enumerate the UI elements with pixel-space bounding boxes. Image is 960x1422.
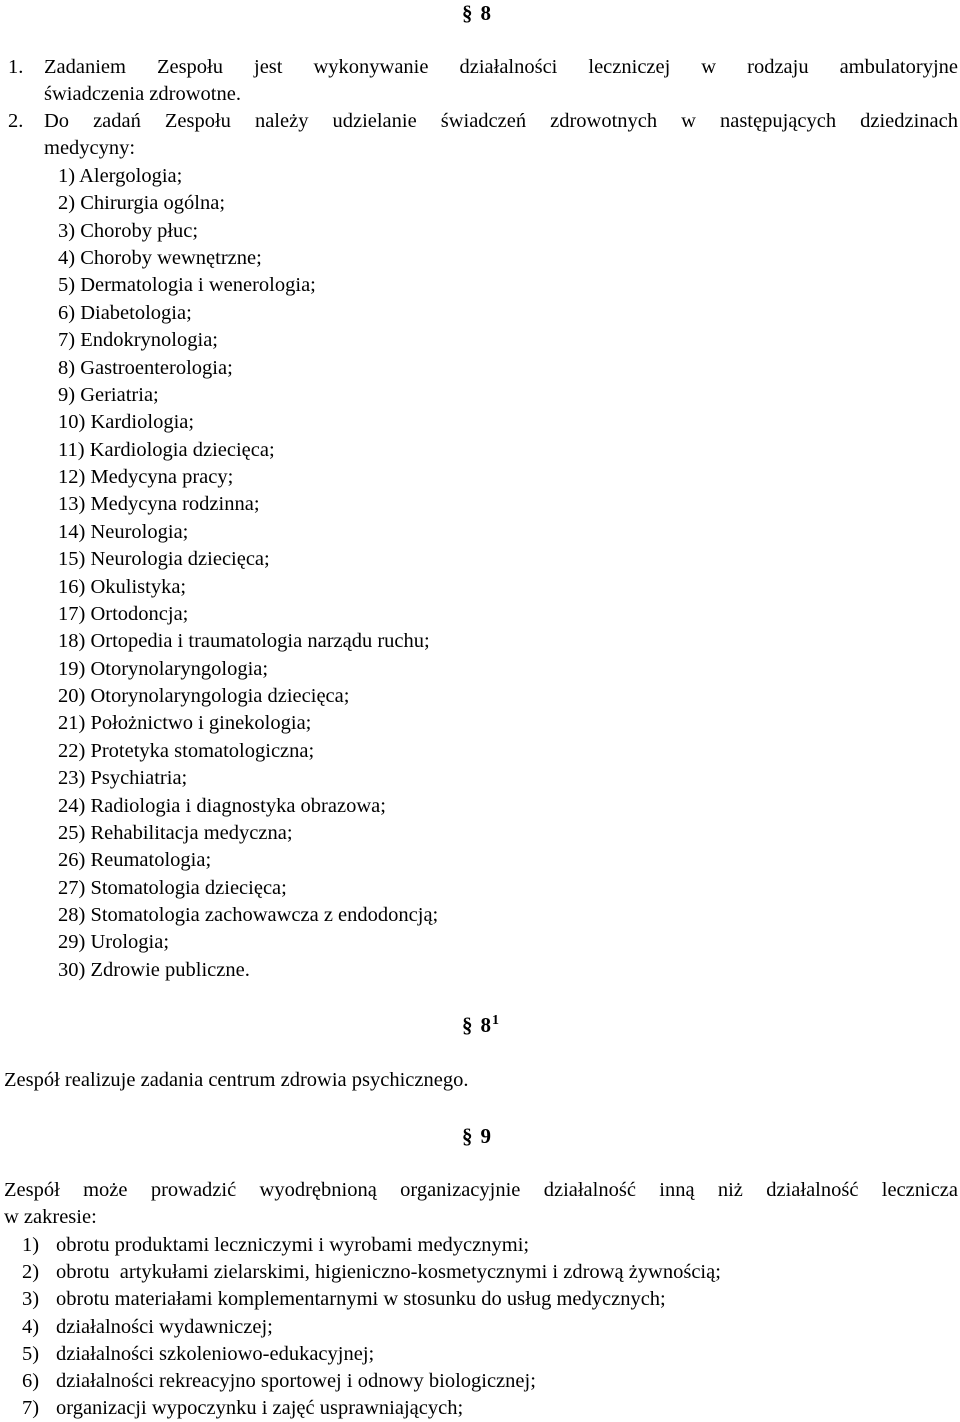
list-item-number: 7)	[22, 1397, 40, 1419]
list-item: 28) Stomatologia zachowawcza z endodoncją;	[58, 904, 439, 926]
list-item-text: działalności wydawniczej;	[56, 1316, 273, 1338]
list-item-number: 6)	[22, 1370, 40, 1392]
list-item-text: obrotu artykułami zielarskimi, higieniczno-kosmetycznymi i zdrową żywnością;	[56, 1261, 721, 1283]
list-item: 15) Neurologia dziecięca;	[58, 548, 270, 570]
list-item: 27) Stomatologia dziecięca;	[58, 877, 287, 899]
section-9-heading	[462, 1124, 491, 1148]
list-item: 1) Alergologia;	[58, 165, 183, 187]
list-item: 6) Diabetologia;	[58, 302, 192, 324]
list-item: 20) Otorynolaryngologia dziecięca;	[58, 685, 350, 707]
section-superscript: 1	[492, 1013, 499, 1028]
list-item: 3) Choroby płuc;	[58, 220, 199, 242]
list-item: 7) Endokrynologia;	[58, 329, 218, 351]
list-item: 10) Kardiologia;	[58, 411, 195, 433]
list-item: 18) Ortopedia i traumatologia narządu ruchu;	[58, 630, 430, 652]
list-item-text: organizacji wypoczynku i zajęć usprawniających;	[56, 1397, 464, 1419]
list-item: 22) Protetyka stomatologiczna;	[58, 740, 315, 762]
list-item	[22, 1341, 374, 1368]
list-item	[22, 1259, 721, 1286]
list-item: 4) Choroby wewnętrzne;	[58, 247, 262, 269]
list-item: 9) Geriatria;	[58, 384, 159, 406]
section-sign: §	[462, 1013, 473, 1037]
list-item	[22, 1286, 666, 1313]
list-item-text: działalności rekreacyjno sportowej i odnowy biologicznej;	[56, 1370, 536, 1392]
list-item: 5) Dermatologia i wenerologia;	[58, 274, 316, 296]
section-9-intro-line-1: Zespół może prowadzić wyodrębnioną organizacyjnie działalność inną niż działalność lecznicza	[4, 1179, 958, 1201]
list-item	[22, 1395, 463, 1422]
list-item: 16) Okulistyka;	[58, 576, 187, 598]
list-item: 30) Zdrowie publiczne.	[58, 959, 250, 981]
paragraph-1-number: 1.	[8, 56, 24, 78]
list-item: 17) Ortodoncja;	[58, 603, 189, 625]
list-item-number: 2)	[22, 1261, 40, 1283]
list-item: 23) Psychiatria;	[58, 767, 188, 789]
paragraph-1-line-1: Zadaniem Zespołu jest wykonywanie działalności leczniczej w rodzaju ambulatoryjne	[44, 56, 958, 78]
list-item: 2) Chirurgia ogólna;	[58, 192, 226, 214]
list-item: 11) Kardiologia dziecięca;	[58, 439, 275, 461]
list-item-number: 4)	[22, 1316, 40, 1338]
list-item: 24) Radiologia i diagnostyka obrazowa;	[58, 795, 386, 817]
list-item: 13) Medycyna rodzinna;	[58, 493, 260, 515]
paragraph-2-number: 2.	[8, 110, 24, 132]
list-item: 14) Neurologia;	[58, 521, 189, 543]
list-item-number: 3)	[22, 1288, 40, 1310]
section-number: 8	[480, 1, 491, 25]
list-item: 21) Położnictwo i ginekologia;	[58, 712, 312, 734]
section-number: 9	[480, 1124, 491, 1148]
list-item-text: obrotu produktami leczniczymi i wyrobami medycznymi;	[56, 1234, 530, 1256]
list-item-number: 5)	[22, 1343, 40, 1365]
list-item: 8) Gastroenterologia;	[58, 357, 233, 379]
paragraph-1-line-2: świadczenia zdrowotne.	[44, 83, 241, 105]
list-item: 29) Urologia;	[58, 931, 170, 953]
section-9-intro-line-2: w zakresie:	[4, 1206, 97, 1228]
section-8-1-heading	[462, 1013, 499, 1037]
list-item: 19) Otorynolaryngologia;	[58, 658, 269, 680]
section-8-heading	[462, 1, 491, 25]
list-item: 25) Rehabilitacja medyczna;	[58, 822, 293, 844]
list-item-number: 1)	[22, 1234, 40, 1256]
section-sign: §	[462, 1, 473, 25]
section-number: 8	[480, 1013, 491, 1037]
list-item	[22, 1368, 536, 1395]
list-item	[22, 1314, 273, 1341]
paragraph-2-line-1: Do zadań Zespołu należy udzielanie świadczeń zdrowotnych w następujących dziedzinach	[44, 110, 958, 132]
paragraph-2-line-2: medycyny:	[44, 137, 136, 159]
list-item-text: obrotu materiałami komplementarnymi w stosunku do usług medycznych;	[56, 1288, 666, 1310]
list-item: 26) Reumatologia;	[58, 849, 212, 871]
section-sign: §	[462, 1124, 473, 1148]
list-item-text: działalności szkoleniowo-edukacyjnej;	[56, 1343, 375, 1365]
section-8-1-text: Zespół realizuje zadania centrum zdrowia psychicznego.	[4, 1069, 469, 1091]
list-item: 12) Medycyna pracy;	[58, 466, 234, 488]
list-item	[22, 1232, 529, 1259]
